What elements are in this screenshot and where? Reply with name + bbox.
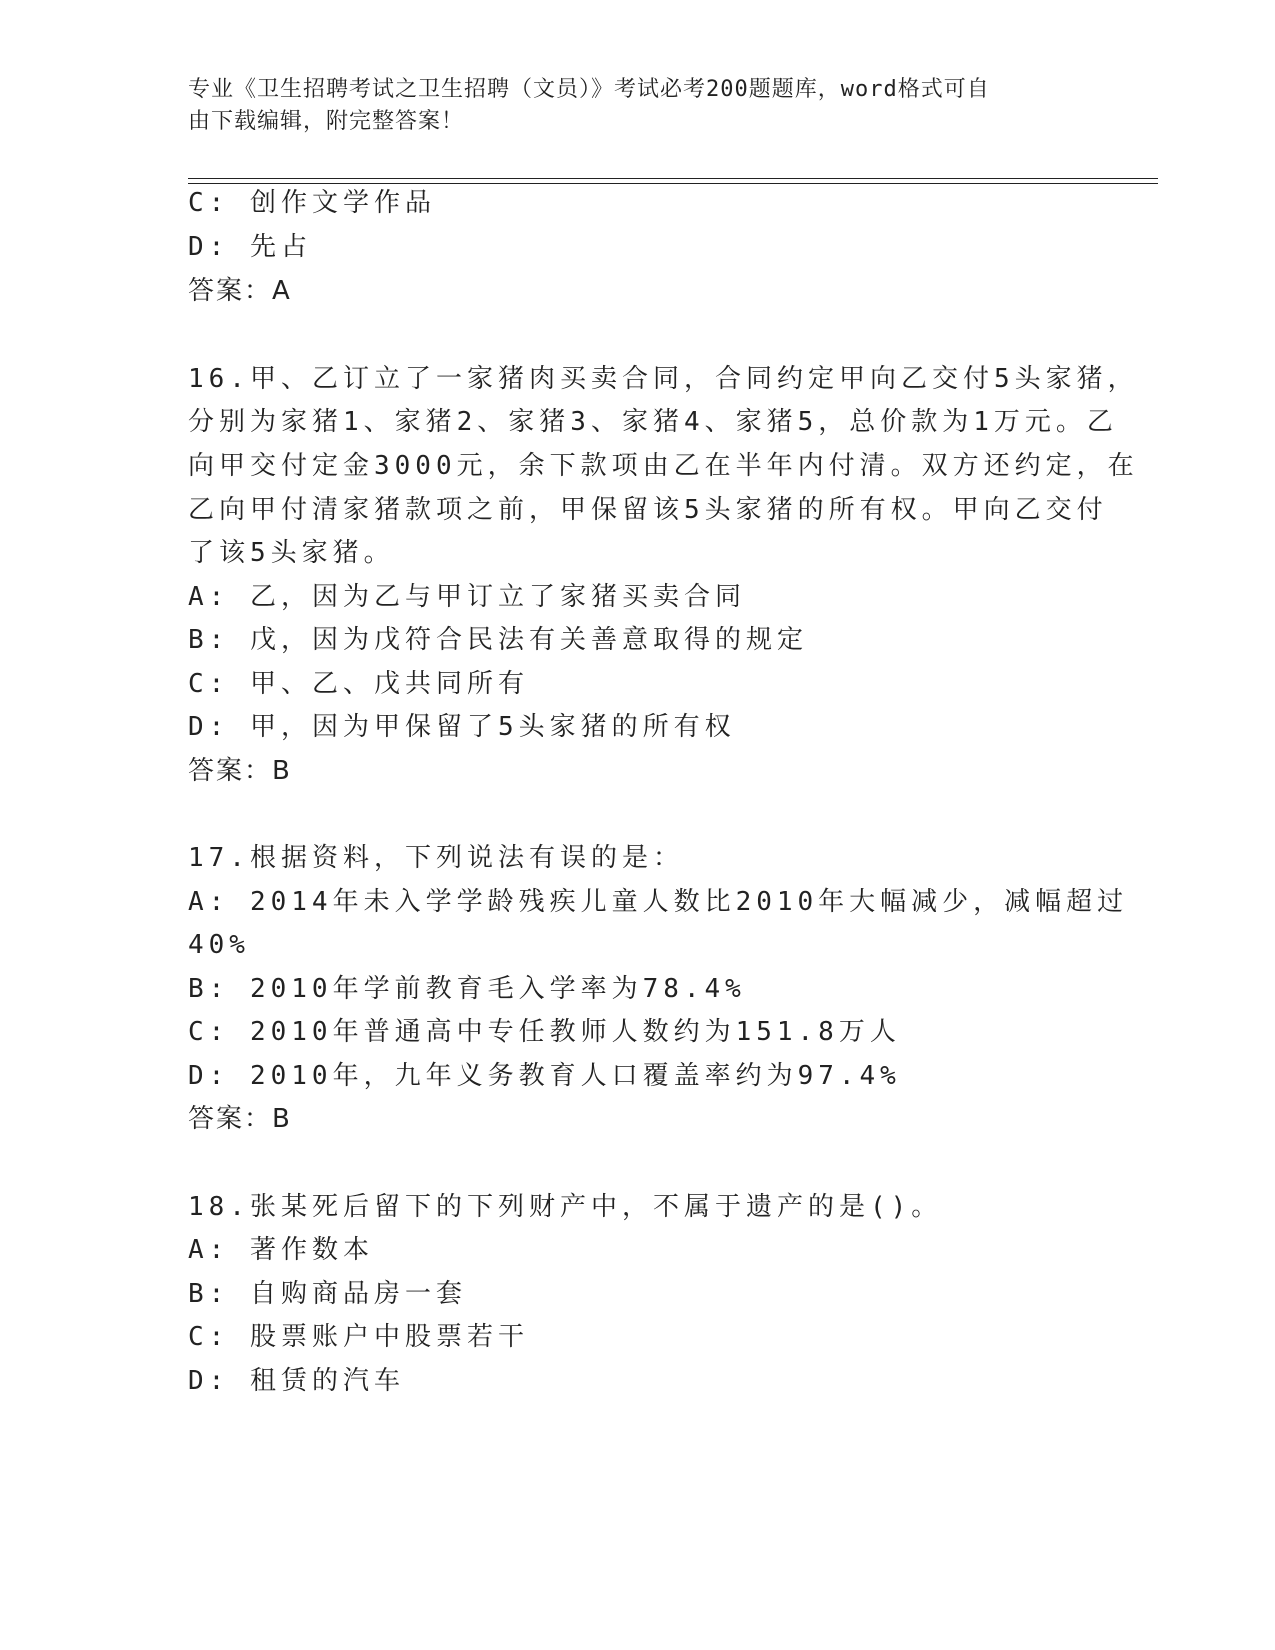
q17-stem: 17.根据资料，下列说法有误的是： bbox=[188, 843, 684, 873]
q16-stem-line-3: 向甲交付定金3000元，余下款项由乙在半年内付清。双方还约定，在 bbox=[188, 451, 1139, 481]
header-divider-top bbox=[188, 178, 1158, 179]
q16-option-b: B: 戊，因为戊符合民法有关善意取得的规定 bbox=[188, 625, 808, 655]
q16-option-d: D: 甲，因为甲保留了5头家猪的所有权 bbox=[188, 712, 736, 742]
q17-option-a-line-2: 40% bbox=[188, 930, 250, 960]
header-title-line-2: 由下载编辑，附完整答案！ bbox=[188, 109, 465, 134]
q16-stem-line-2: 分别为家猪1、家猪2、家猪3、家猪4、家猪5，总价款为1万元。乙 bbox=[188, 407, 1118, 437]
q16-stem-line-5: 了该5头家猪。 bbox=[188, 538, 395, 568]
q18-stem: 18.张某死后留下的下列财产中，不属于遗产的是()。 bbox=[188, 1192, 943, 1222]
q17-option-a-line-1: A: 2014年未入学学龄残疾儿童人数比2010年大幅减少，减幅超过 bbox=[188, 887, 1129, 917]
q18-option-b: B: 自购商品房一套 bbox=[188, 1279, 467, 1309]
q16-stem-line-1: 16.甲、乙订立了一家猪肉买卖合同，合同约定甲向乙交付5头家猪， bbox=[188, 364, 1139, 394]
header-title-line-1: 专业《卫生招聘考试之卫生招聘（文员）》考试必考200题题库，word格式可自 bbox=[188, 77, 990, 102]
q15-option-d: D: 先占 bbox=[188, 232, 312, 262]
document-header bbox=[188, 74, 1068, 138]
q16-option-c: C: 甲、乙、戊共同所有 bbox=[188, 669, 529, 699]
q17-option-b: B: 2010年学前教育毛入学率为78.4% bbox=[188, 974, 746, 1004]
q18-option-d: D: 租赁的汽车 bbox=[188, 1366, 405, 1396]
q16-stem-line-4: 乙向甲付清家猪款项之前，甲保留该5头家猪的所有权。甲向乙交付 bbox=[188, 495, 1108, 525]
header-divider-bottom bbox=[188, 183, 1158, 184]
q17-answer: 答案：B bbox=[188, 1104, 292, 1134]
q18-option-a: A: 著作数本 bbox=[188, 1235, 374, 1265]
q15-answer: 答案：A bbox=[188, 276, 292, 306]
q16-option-a: A: 乙，因为乙与甲订立了家猪买卖合同 bbox=[188, 582, 746, 612]
q18-option-c: C: 股票账户中股票若干 bbox=[188, 1322, 529, 1352]
q17-option-c: C: 2010年普通高中专任教师人数约为151.8万人 bbox=[188, 1017, 901, 1047]
q17-option-d: D: 2010年，九年义务教育人口覆盖率约为97.4% bbox=[188, 1061, 901, 1091]
q15-option-c: C: 创作文学作品 bbox=[188, 188, 436, 218]
q16-answer: 答案：B bbox=[188, 756, 292, 786]
